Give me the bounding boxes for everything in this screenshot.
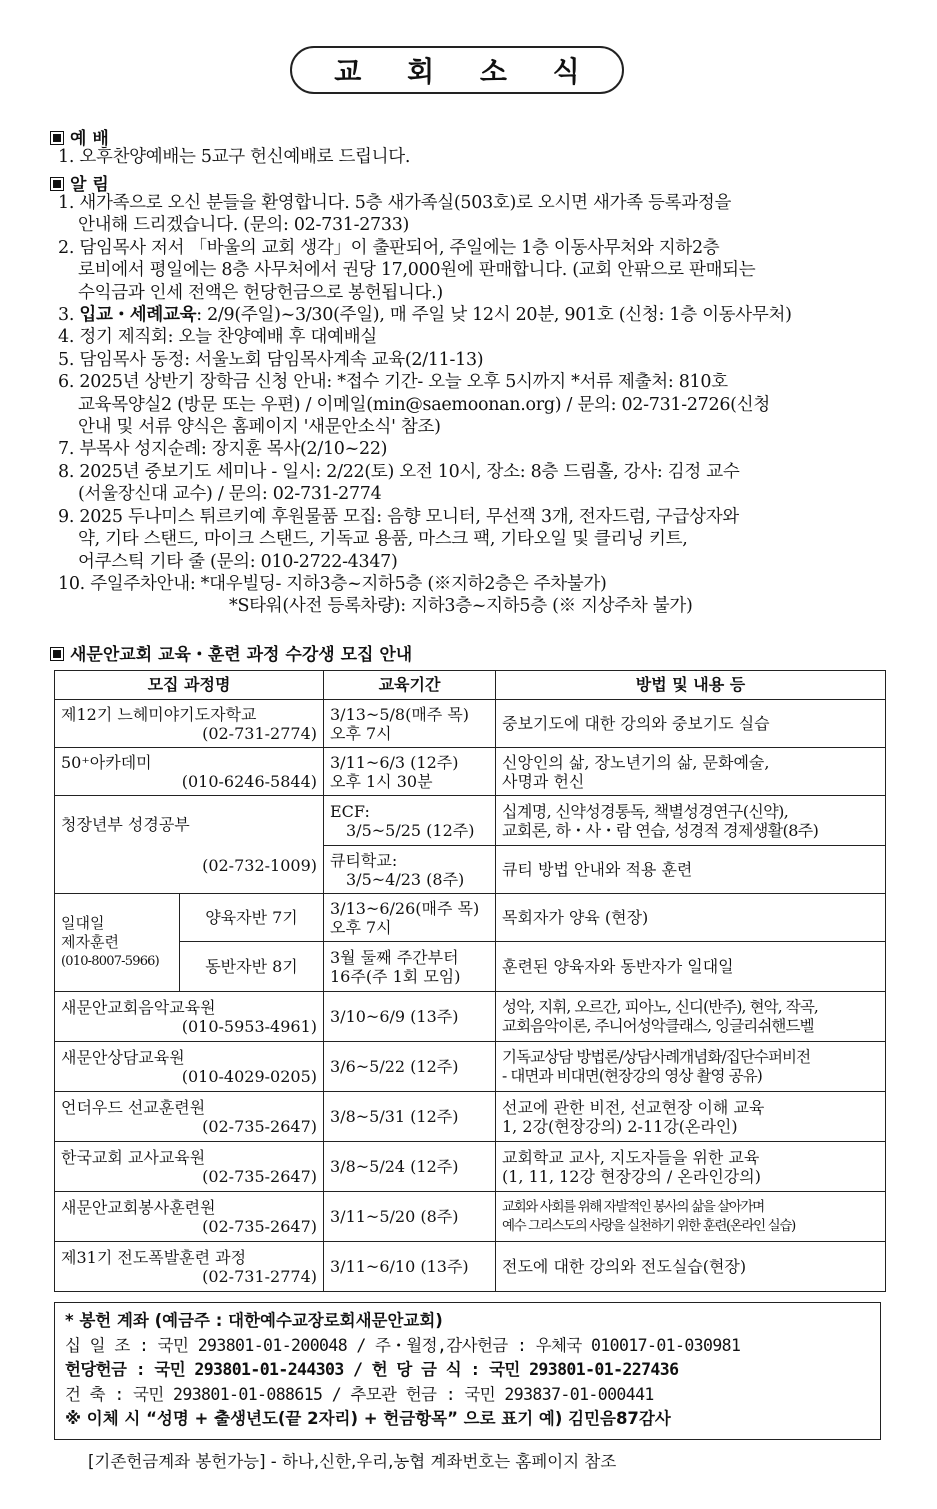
course-name: 새문안교회봉사훈련원 (02-735-2647) [55,1192,324,1242]
notice-line: 6. 2025년 상반기 장학금 신청 안내: *접수 기간- 오늘 오후 5시까지 *서류 제출처: 810호 [58,372,728,393]
notice-heading: 알 림 [50,170,109,195]
course-desc: 교회학교 교사, 지도자들을 위한 교육 (1, 11, 12강 현장강의 / 온라인강의) [496,1142,886,1192]
table-row [55,1042,886,1092]
offering-accounts-box [54,1302,881,1440]
course-period: 3/8~5/24 (12주) [324,1142,496,1192]
col-header: 모집 과정명 [55,671,324,700]
notice-line: 안내 및 서류 양식은 홈페이지 '새문안소식' 참조) [78,417,441,438]
notice-line: 어쿠스틱 기타 줄 (문의: 010-2722-4347) [78,551,398,572]
course-period: 3/10~6/9 (13주) [324,992,496,1042]
course-subgroup: 동반자반 8기 [180,942,324,992]
account-line: 건 축 : 국민 293801-01-088615 / 추모관 헌금 : 국민 293837-01-000441 [65,1384,654,1404]
course-name: 제31기 전도폭발훈련 과정 (02-731-2774) [55,1242,324,1292]
notice-line: *S타워(사전 등록차량): 지하3층~지하5층 (※ 지상주차 불가) [229,596,693,617]
accounts-heading: * 봉헌 계좌 (예금주 : 대한예수교장로회새문안교회) [65,1311,443,1330]
course-desc: 신앙인의 삶, 장노년기의 삶, 문화예술, 사명과 헌신 [496,748,886,796]
course-desc: 훈련된 양육자와 동반자가 일대일 [496,942,886,992]
account-line: 십 일 조 : 국민 293801-01-200048 / 주・월정,감사헌금 : 우체국 010017-01-030981 [65,1335,741,1355]
notice-line: 수익금과 인세 전액은 헌당헌금으로 봉헌됩니다.) [78,282,443,303]
table-row [55,992,886,1042]
course-period: 3/11~6/10 (13주) [324,1242,496,1292]
table-row [55,748,886,796]
notice-line: 교육목양실2 (방문 또는 우편) / 이메일(min@saemoonan.org) / 문의: 02-731-2726(신청 [78,394,770,415]
course-name: 청장년부 성경공부 (02-732-1009) [55,796,324,894]
worship-item: 1. 오후찬양예배는 5교구 헌신예배로 드립니다. [58,147,411,167]
course-name: 새문안상담교육원 (010-4029-0205) [55,1042,324,1092]
notice-line: 8. 2025년 중보기도 세미나 - 일시: 2/22(토) 오전 10시, 장소: 8층 드림홀, 강사: 김정 교수 [58,461,740,482]
account-line: 헌당헌금 : 국민 293801-01-244303 / 헌 당 금 식 : 국민 293801-01-227436 [65,1360,679,1379]
notice-line: 안내해 드리겠습니다. (문의: 02-731-2733) [78,215,410,236]
course-subgroup: 양육자반 7기 [180,894,324,942]
course-desc: 교회와 사회를 위해 자발적인 봉사의 삶을 살아가며 예수 그리스도의 사랑을 실천하기 위한 훈련(온라인 실습) [496,1192,886,1242]
notice-line: 3. 입교・세례교육: 2/9(주일)~3/30(주일), 매 주일 낮 12시 20분, 901호 (신청: 1층 이동사무처) [58,305,792,326]
baptism-label: 입교・세례교육 [79,305,197,326]
course-period: ECF: 3/5~5/25 (12주) [324,796,496,846]
course-desc: 성악, 지휘, 오르간, 피아노, 신디(반주), 현악, 작곡, 교회음악이론, 주니어성악클래스, 잉글리쉬핸드벨 [496,992,886,1042]
notice-line: 4. 정기 제직회: 오늘 찬양예배 후 대예배실 [58,327,377,348]
notice-list [58,192,886,618]
course-desc: 십계명, 신약성경통독, 책별성경연구(신약), 교회론, 하・사・람 연습, 성경적 경제생활(8주) [496,796,886,846]
table-row [55,894,886,942]
course-period: 큐티학교: 3/5~4/23 (8주) [324,846,496,894]
table-row [55,1242,886,1292]
course-name: 일대일 제자훈련 (010-8007-5966) [55,894,180,992]
transfer-note: ※ 이체 시 “성명 + 출생년도(끝 2자리) + 헌금항목” 으로 표기 예) 김민음87감사 [65,1409,671,1428]
course-period: 3/13~6/26(매주 목) 오후 7시 [324,894,496,942]
table-header-row [55,671,886,700]
notice-line: 5. 담임목사 동정: 서울노회 담임목사계속 교육(2/11-13) [58,349,484,370]
course-name: 50⁺아카데미 (010-6246-5844) [55,748,324,796]
course-desc: 기독교상담 방법론/상담사례개념화/집단수퍼비전 - 대면과 비대면(현장강의 영상 촬영 공유) [496,1042,886,1092]
course-period: 3/13~5/8(매주 목) 오후 7시 [324,700,496,748]
notice-line: 약, 기타 스탠드, 마이크 스탠드, 기독교 용품, 마스크 팩, 기타오일 및 클리닝 키트, [78,529,688,550]
notice-line: 10. 주일주차안내: *대우빌딩- 지하3층~지하5층 (※지하2층은 주차불가) [58,573,607,594]
notice-line: 7. 부목사 성지순례: 장지훈 목사(2/10~22) [58,439,388,460]
course-desc: 목회자가 양육 (현장) [496,894,886,942]
course-period: 3월 둘째 주간부터 16주(주 1회 모임) [324,942,496,992]
table-row [55,1142,886,1192]
course-name: 새문안교회음악교육원 (010-5953-4961) [55,992,324,1042]
course-desc: 큐티 방법 안내와 적용 훈련 [496,846,886,894]
course-name: 제12기 느헤미야기도자학교 (02-731-2774) [55,700,324,748]
course-period: 3/6~5/22 (12주) [324,1042,496,1092]
course-name: 한국교회 교사교육원 (02-735-2647) [55,1142,324,1192]
table-row [55,700,886,748]
footer-note: [기존헌금계좌 봉헌가능] - 하나,신한,우리,농협 계좌번호는 홈페이지 참조 [88,1452,617,1471]
course-desc: 전도에 대한 강의와 전도실습(현장) [496,1242,886,1292]
square-bullet-icon [50,647,64,661]
course-period: 3/11~6/3 (12주) 오후 1시 30분 [324,748,496,796]
table-row [55,1192,886,1242]
page-title: 교 회 소 식 [290,46,624,94]
square-bullet-icon [50,177,64,191]
col-header: 방법 및 내용 등 [496,671,886,700]
notice-line: 9. 2025 두나미스 튀르키예 후원물품 모집: 음향 모니터, 무선잭 3개, 전자드럼, 구급상자와 [58,506,739,527]
square-bullet-icon [50,131,64,145]
notice-line: 1. 새가족으로 오신 분들을 환영합니다. 5층 새가족실(503호)로 오시면 새가족 등록과정을 [58,193,732,213]
table-row [55,796,886,846]
notice-line: (서울장신대 교수) / 문의: 02-731-2774 [78,484,382,505]
course-name: 언더우드 선교훈련원 (02-735-2647) [55,1092,324,1142]
education-heading: 새문안교회 교육・훈련 과정 수강생 모집 안내 [50,640,412,665]
worship-list [58,146,886,168]
education-table [54,670,886,1292]
course-desc: 중보기도에 대한 강의와 중보기도 실습 [496,700,886,748]
course-period: 3/11~5/20 (8주) [324,1192,496,1242]
table-row [55,1092,886,1142]
notice-line: 2. 담임목사 저서 「바울의 교회 생각」이 출판되어, 주일에는 1층 이동사무처와 지하2층 [58,237,720,258]
table-row [55,942,886,992]
notice-line: 로비에서 평일에는 8층 사무처에서 권당 17,000원에 판매합니다. (교회 안팎으로 판매되는 [78,260,756,281]
course-period: 3/8~5/31 (12주) [324,1092,496,1142]
worship-heading: 예 배 [50,124,109,149]
course-desc: 선교에 관한 비전, 선교현장 이해 교육 1, 2강(현장강의) 2-11강(온라인) [496,1092,886,1142]
col-header: 교육기간 [324,671,496,700]
